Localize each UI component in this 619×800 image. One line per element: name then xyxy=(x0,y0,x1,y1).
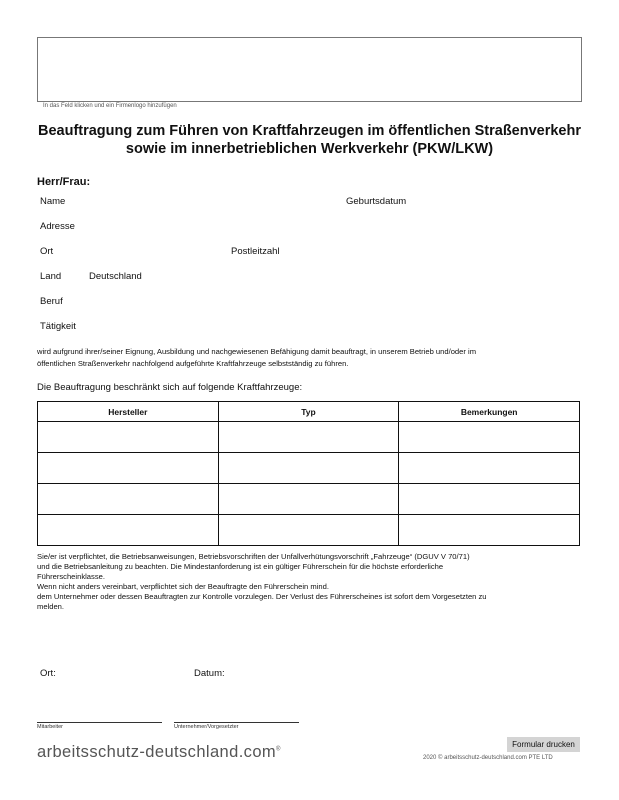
authorization-line-1: wird aufgrund ihrer/seiner Eignung, Ausbildung und nachgewiesenen Befähigung damit beauftragt, in unserem Betrieb und/oder im xyxy=(37,347,477,356)
remarks-cell[interactable] xyxy=(399,484,580,515)
manufacturer-cell[interactable] xyxy=(38,453,219,484)
place-label: Ort: xyxy=(40,668,56,679)
brand-logo xyxy=(37,743,281,762)
activity-label: Tätigkeit xyxy=(40,321,76,332)
header-manufacturer: Hersteller xyxy=(38,402,219,422)
table-header-row xyxy=(38,402,580,422)
country-label: Land xyxy=(40,271,62,282)
employee-signature-line xyxy=(37,722,162,723)
copyright-text: 2020 © arbeitsschutz-deutschland.com PTE LTD xyxy=(423,755,553,761)
document-title xyxy=(0,122,619,158)
postal-code-label: Postleitzahl xyxy=(231,246,280,257)
table-row xyxy=(38,422,580,453)
obligations-line-5: dem Unternehmer oder dessen Beauftragten zur Kontrolle vorzulegen. Der Verlust des Führerscheines ist sofort dem Vorgesetzten zu xyxy=(37,592,487,601)
employee-signature-label: Mitarbeiter xyxy=(37,724,63,730)
birthdate-label: Geburtsdatum xyxy=(346,196,407,207)
type-cell[interactable] xyxy=(218,515,399,546)
type-cell[interactable] xyxy=(218,422,399,453)
authorization-text xyxy=(37,346,587,370)
authorization-line-2: öffentlichen Straßenverkehr nachfolgend aufgeführte Kraftfahrzeuge selbstständig zu führen. xyxy=(37,359,349,368)
address-label: Adresse xyxy=(40,221,75,232)
name-label: Name xyxy=(40,196,66,207)
salutation-heading: Herr/Frau: xyxy=(37,176,91,188)
employer-signature-label: Unternehmer/Vorgesetzter xyxy=(174,724,239,730)
logo-field-hint: In das Feld klicken und ein Firmenlogo hinzufügen xyxy=(43,103,177,109)
manufacturer-cell[interactable] xyxy=(38,484,219,515)
table-row xyxy=(38,453,580,484)
title-line-2: sowie im innerbetrieblichen Werkverkehr (PKW/LKW) xyxy=(125,141,494,157)
table-row xyxy=(38,484,580,515)
table-row xyxy=(38,515,580,546)
vehicle-table xyxy=(37,401,580,546)
obligations-line-6: melden. xyxy=(37,602,65,611)
brand-name: arbeitsschutz-deutschland.com xyxy=(37,743,277,761)
obligations-line-3: Führerscheinklasse. xyxy=(37,572,105,581)
manufacturer-cell[interactable] xyxy=(38,422,219,453)
print-form-button[interactable]: Formular drucken xyxy=(507,737,580,752)
city-label: Ort xyxy=(40,246,54,257)
country-value[interactable]: Deutschland xyxy=(89,271,142,282)
company-logo-field[interactable] xyxy=(37,37,582,102)
manufacturer-cell[interactable] xyxy=(38,515,219,546)
remarks-cell[interactable] xyxy=(399,515,580,546)
obligations-line-2: und die Betriebsanleitung zu beachten. Die Mindestanforderung ist ein gültiger Führerschein für die höchste erforderliche xyxy=(37,562,444,571)
obligations-line-1: Sie/er ist verpflichtet, die Betriebsanweisungen, Betriebsvorschriften der Unfallverhütungsvorschrift „Fahrzeuge“ (DGUV V 70/71) xyxy=(37,552,470,561)
title-line-1: Beauftragung zum Führen von Kraftfahrzeugen im öffentlichen Straßenverkehr xyxy=(37,123,581,139)
header-type: Typ xyxy=(218,402,399,422)
obligations-text xyxy=(37,552,587,612)
date-label: Datum: xyxy=(194,668,225,679)
type-cell[interactable] xyxy=(218,453,399,484)
remarks-cell[interactable] xyxy=(399,453,580,484)
remarks-cell[interactable] xyxy=(399,422,580,453)
employer-signature-line xyxy=(174,722,299,723)
type-cell[interactable] xyxy=(218,484,399,515)
job-label: Beruf xyxy=(40,296,63,307)
header-remarks: Bemerkungen xyxy=(399,402,580,422)
obligations-line-4: Wenn nicht anders vereinbart, verpflichtet sich der Beauftragte den Führerschein mind. xyxy=(37,582,329,591)
trademark-symbol: ® xyxy=(276,746,281,753)
restriction-text: Die Beauftragung beschränkt sich auf folgende Kraftfahrzeuge: xyxy=(37,382,303,393)
